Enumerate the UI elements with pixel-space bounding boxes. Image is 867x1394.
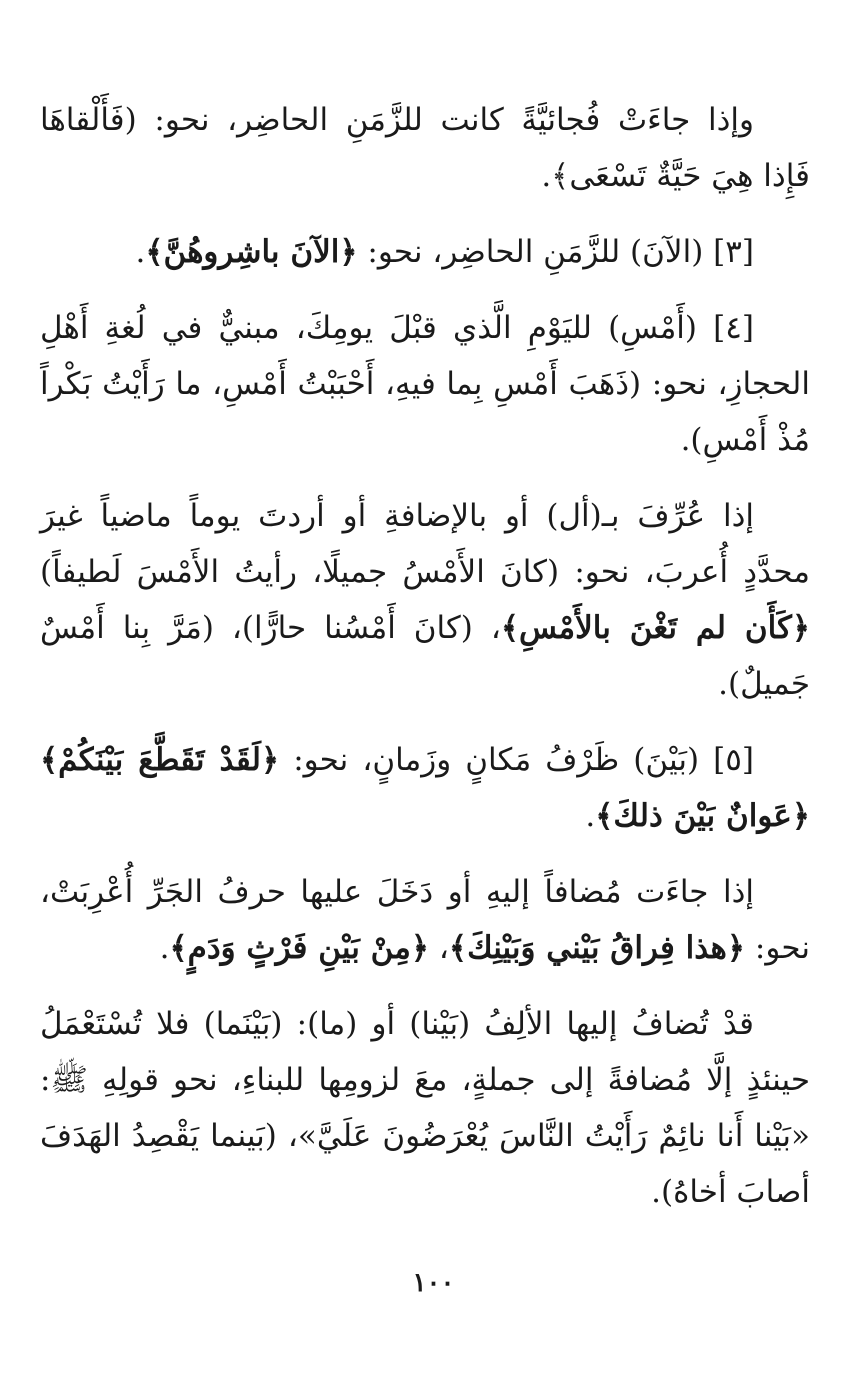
page-number: ١٠٠ — [412, 1268, 455, 1298]
quran-quote: ﴿مِنْ بَيْنِ فَرْثٍ وَدَمٍ﴾ — [169, 930, 430, 966]
page-body — [40, 92, 810, 1240]
quran-quote: ﴿هذا فِراقُ بَيْني وَبَيْنِكَ﴾ — [448, 930, 746, 966]
paragraph-text: ، — [429, 930, 449, 966]
paragraph-text: قدْ تُضافُ إليها الألِفُ (بَيْنا) أو (ما): (بَيْنَما) فلا تُسْتَعْمَلُ حينئذٍ إلَّا مُضافةً إلى جملةٍ، معَ لزومِها للبناءِ، نحو قولِهِ ﷺ: «بَيْنا أَنا نائِمٌ رَأَيْتُ النَّاسَ يُعْرَضُونَ عَلَيَّ»، (بَينما يَقْصِدُ الهَدَفَ أصابَ أخاهُ). — [40, 1006, 810, 1210]
paragraph-bayna — [40, 732, 810, 844]
paragraph-fujaiya — [40, 92, 810, 204]
quran-quote: ﴿الآنَ باشِروهُنَّ﴾ — [145, 234, 358, 270]
paragraph-ams-irab — [40, 488, 810, 712]
paragraph-text: . — [135, 234, 146, 270]
paragraph-alaan — [40, 224, 810, 280]
paragraph-text: [٥] (بَيْنَ) ظَرْفُ مَكانٍ وزَمانٍ، نحو: — [279, 742, 755, 778]
paragraph-text: وإذا جاءَتْ فُجائيَّةً كانت للزَّمَنِ الحاضِر، نحو: (فَأَلْقاهَا فَإِذا هِيَ حَيَّةٌ تَسْعَى﴾. — [40, 102, 810, 194]
paragraph-ams — [40, 300, 810, 468]
quran-quote: ﴿لَقَدْ تَقَطَّعَ بَيْنَكُمْ﴾﴿عَوانٌ بَيْنَ ذلكَ﴾ — [40, 742, 810, 834]
paragraph-text: إذا جاءَت مُضافاً إليهِ أو دَخَلَ عليها حرفُ الجَرِّ أُعْرِبَتْ، نحو: — [40, 874, 810, 966]
paragraph-text: [٤] (أَمْسِ) لليَوْمِ الَّذي قبْلَ يومِكَ، مبنيٌّ في لُغةِ أَهْلِ الحجازِ، نحو: (ذَهَبَ أَمْسِ بِما فيهِ، أَحْبَبْتُ أَمْسِ، ما رَأَيْتُ بَكْراً مُذْ أَمْسِ). — [40, 310, 810, 458]
paragraph-text: . — [159, 930, 170, 966]
paragraph-text: . — [585, 798, 596, 834]
paragraph-baynama — [40, 996, 810, 1220]
paragraph-bayna-irab — [40, 864, 810, 976]
paragraph-text: إذا عُرِّفَ بـ(أل) أو بالإضافةِ أو أردتَ يوماً ماضياً غيرَ محدَّدٍ أُعربَ، نحو: (كانَ الأَمْسُ جميلًا، رأيتُ الأَمْسَ لَطيفاً) — [40, 498, 810, 590]
paragraph-text: [٣] (الآنَ) للزَّمَنِ الحاضِر، نحو: — [357, 234, 754, 270]
paragraph-text: ، (كانَ أَمْسُنا حارًّا)، (مَرَّ بِنا أَمْسٌ جَميلٌ). — [40, 610, 810, 702]
quran-quote: ﴿كَأَن لم تَغْنَ بالأَمْسِ﴾ — [500, 610, 810, 646]
